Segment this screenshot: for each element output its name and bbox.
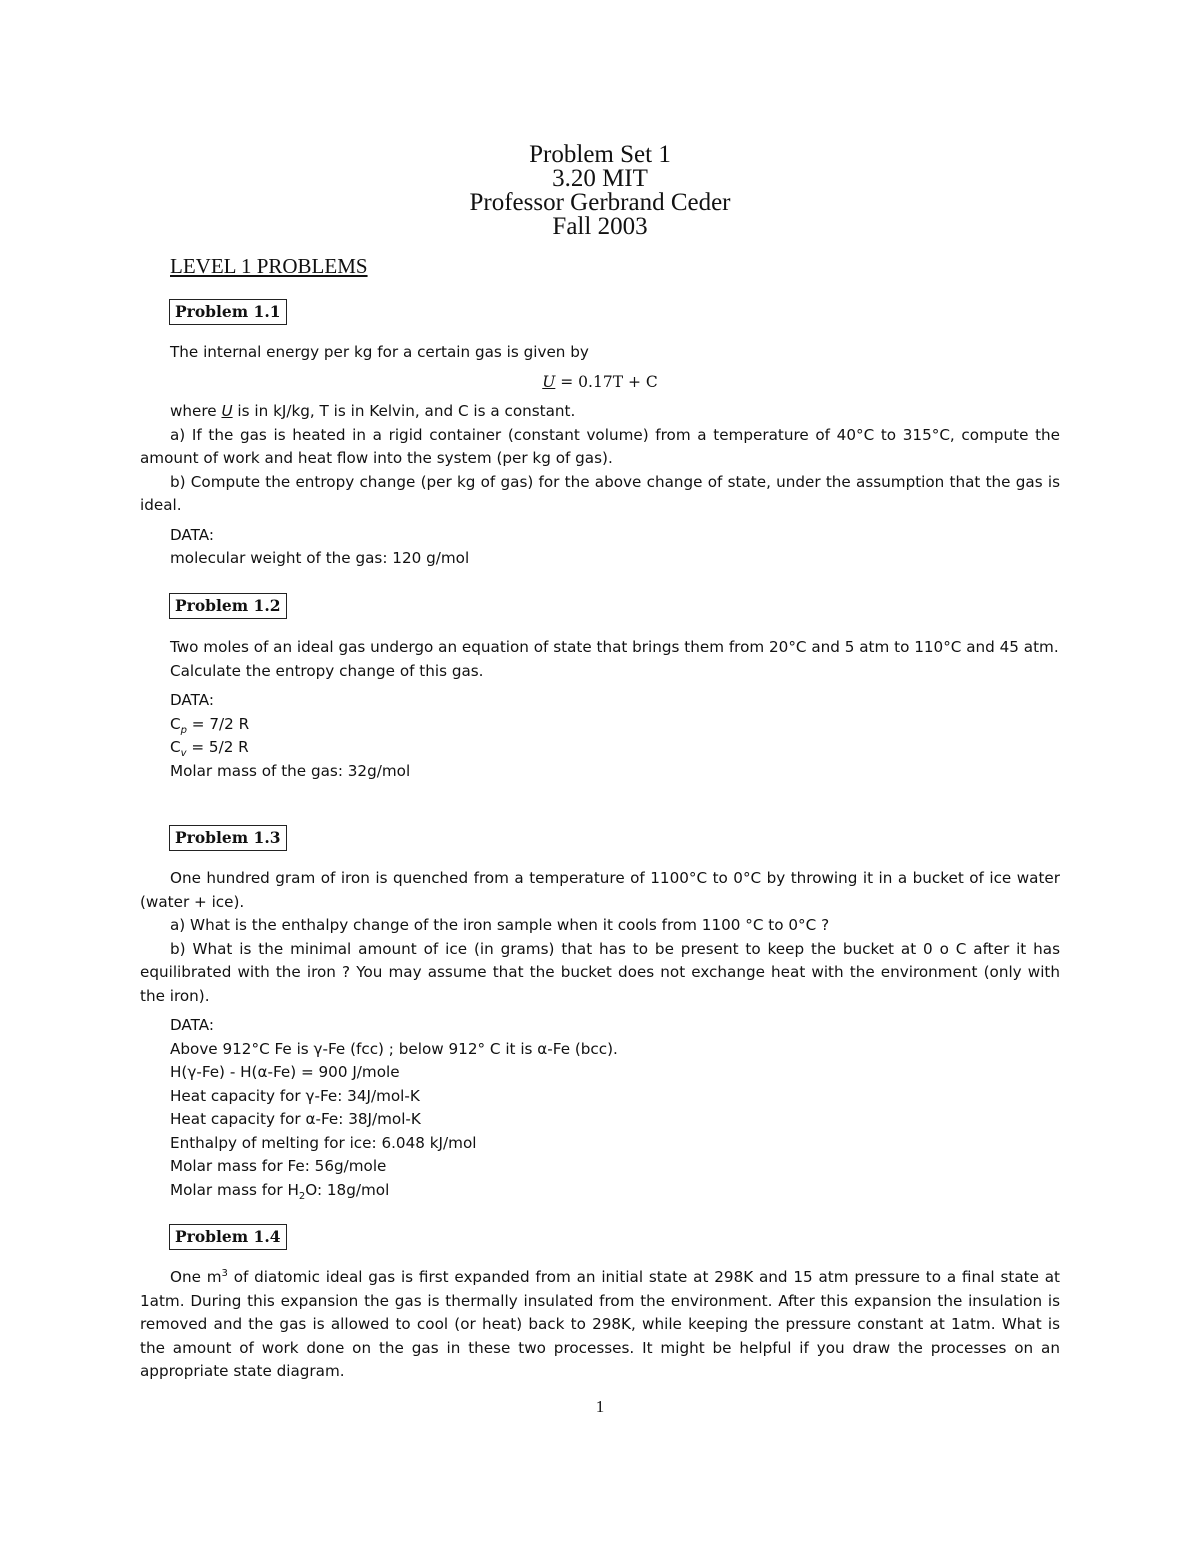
problem-set-title: Problem Set 1: [529, 141, 671, 168]
problem-1-2-data-label: DATA:: [170, 691, 214, 709]
problem-1-1-intro-block: [140, 341, 1060, 365]
problem-1-2-molar: Molar mass of the gas: 32g/mol: [170, 761, 411, 780]
page-number: 1: [595, 1397, 605, 1416]
problem-1-3-part-b: b) What is the minimal amount of ice (in grams) that has to be present to keep the bucket at 0 o C after it has equilibrated with the iron ? You may assume that the bucket does not exchange heat with the environment (only with the iron).: [140, 939, 1060, 1005]
problem-1-2-calc: Calculate the entropy change of this gas.: [170, 661, 484, 680]
cp-val: = 7/2 R: [186, 714, 250, 733]
problem-1-3-data-5: Enthalpy of melting for ice: 6.048 kJ/mol: [170, 1133, 477, 1152]
equation-rhs: = 0.17T + C: [560, 373, 658, 391]
title-block: [0, 143, 1200, 239]
cv-val: = 5/2 R: [186, 738, 249, 756]
problem-1-2-body: [140, 636, 1060, 783]
problem-1-3-data-label: DATA:: [170, 1016, 214, 1034]
cp-sub: p: [180, 724, 187, 736]
problem-1-1-intro: The internal energy per kg for a certain gas is given by: [170, 343, 589, 361]
problem-1-4-text: [140, 1266, 1060, 1384]
problem-1-1-data-mw: molecular weight of the gas: 120 g/mol: [170, 549, 470, 567]
problem-1-3-data-3: Heat capacity for γ-Fe: 34J/mol-K: [170, 1086, 420, 1105]
problem-1-3-data-2: H(γ-Fe) - H(α-Fe) = 900 J/mole: [170, 1063, 400, 1081]
term: Fall 2003: [552, 213, 648, 240]
problem-1-3-data-6: Molar mass for Fe: 56g/mole: [170, 1157, 387, 1175]
cv-value: [140, 736, 1060, 760]
problem-1-3-label: Problem 1.3: [169, 825, 287, 851]
level-heading: LEVEL 1 PROBLEMS: [170, 254, 368, 278]
professor-name: Professor Gerbrand Ceder: [469, 189, 731, 216]
problem-1-3-body: [140, 867, 1060, 1202]
problem-1-3-data-7: [140, 1179, 1060, 1203]
where-u: U: [221, 402, 233, 420]
problem-1-1-label: Problem 1.1: [169, 299, 287, 325]
problem-1-1-data-label: DATA:: [170, 525, 214, 544]
h2o-prefix: Molar mass for H: [170, 1180, 299, 1199]
problem-1-2-label: Problem 1.2: [169, 593, 287, 619]
cv-base: C: [170, 738, 181, 756]
problem-1-1-body: [140, 400, 1060, 571]
cp-value: [140, 713, 1060, 737]
problem-1-3-text: One hundred gram of iron is quenched from a temperature of 1100°C to 0°C by throwing it in a bucket of ice water (water + ice).: [140, 869, 1060, 911]
cv-sub: v: [180, 748, 187, 760]
problem-1-4-body: [140, 1266, 1060, 1384]
p4-prefix: One m: [170, 1268, 222, 1286]
equation-u: U: [542, 373, 556, 391]
internal-energy-equation: [0, 373, 1200, 391]
cp-base: C: [170, 714, 181, 733]
problem-1-1-part-a: a) If the gas is heated in a rigid container (constant volume) from a temperature of 40°C to 315°C, compute the amount of work and heat flow into the system (per kg of gas).: [140, 425, 1060, 467]
h2o-sub: 2: [298, 1190, 306, 1202]
p4-sup: 3: [221, 1267, 228, 1279]
problem-1-1-where: [140, 400, 1060, 424]
course-number: 3.20 MIT: [552, 165, 648, 192]
problem-1-3-data-4: Heat capacity for α-Fe: 38J/mol-K: [170, 1110, 421, 1128]
problem-1-1-part-b: b) Compute the entropy change (per kg of gas) for the above change of state, under the assumption that the gas is ideal.: [140, 472, 1060, 514]
problem-1-3-part-a: a) What is the enthalpy change of the iron sample when it cools from 1100 °C to 0°C ?: [170, 916, 830, 934]
problem-1-4-label: Problem 1.4: [169, 1224, 287, 1250]
h2o-suffix: O: 18g/mol: [305, 1180, 390, 1199]
where-suffix: is in kJ/kg, T is in Kelvin, and C is a constant.: [232, 402, 576, 420]
p4-text: of diatomic ideal gas is first expanded from an initial state at 298K and 15 atm pressure to a final state at 1atm. During this expansion the gas is thermally insulated from the environment. After this expansion the insulation is removed and the gas is allowed to cool (or heat) back to 298K, while keeping the pressure constant at 1atm. What is the amount of work done on the gas in these two processes. It might be helpful if you draw the processes on an appropriate state diagram.: [140, 1268, 1061, 1380]
where-prefix: where: [170, 402, 222, 420]
problem-1-2-text: Two moles of an ideal gas undergo an equation of state that brings them from 20°C and 5 atm to 110°C and 45 atm.: [170, 638, 1059, 656]
problem-1-3-data-1: Above 912°C Fe is γ-Fe (fcc) ; below 912° C it is α-Fe (bcc).: [170, 1039, 618, 1058]
